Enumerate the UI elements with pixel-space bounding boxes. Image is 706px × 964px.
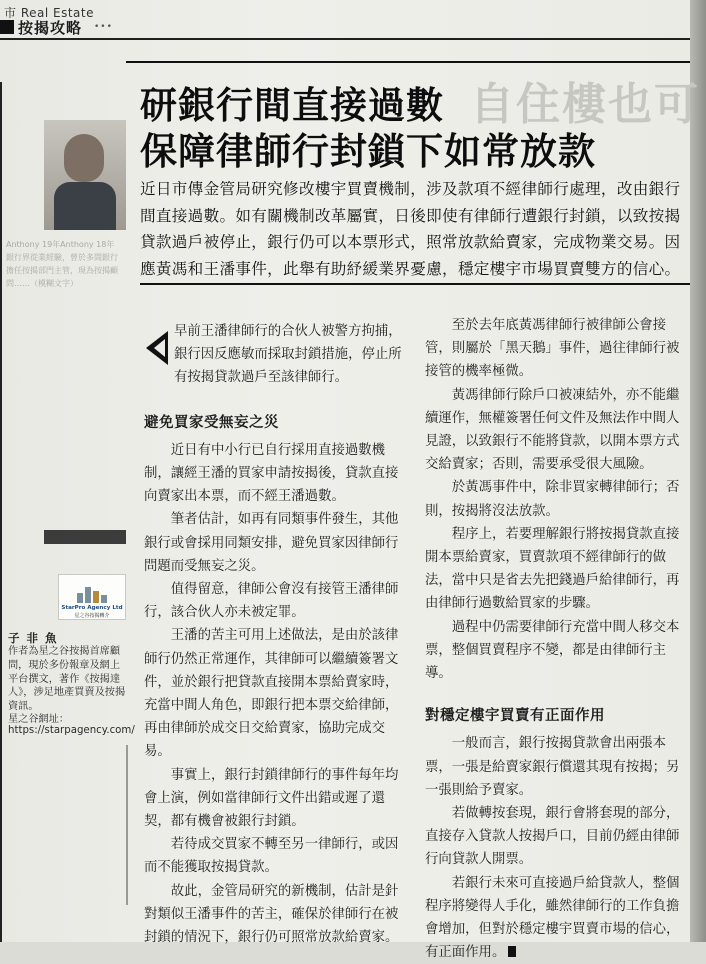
paragraph: 若做轉按套現，銀行會將套現的部分，直接存入貸款人按揭戶口，目前仍經由律師行向貸款人開票。: [425, 806, 680, 868]
paragraph: 故此，金管局研究的新機制，估計是針對類似王潘事件的苦主，確保於律師行在被封鎖的情況下，銀行仍可照常放款給賣家。: [144, 883, 399, 946]
section-bar-marker: [0, 20, 14, 34]
logo-building-icon: [85, 587, 91, 603]
article-lead: 近日市傳金管局研究修改樓宇買賣機制，涉及款項不經律師行處理，改由銀行間直接過數。如有關機制改革屬實，日後即使有律師行遭銀行封鎖，以致按揭貸款過戶被停止，銀行仍可以本票形式，照常放款給賣家，完成物業交易。因應黃馮和王潘事件，此舉有助紓緩業界憂慮，穩定樓宇市場買賣雙方的信心。: [140, 180, 681, 278]
section-title: 按揭攻略: [18, 19, 83, 37]
section-label: 市 Real Estate: [4, 6, 94, 20]
paragraph: 過程中仍需要律師行充當中間人移交本票，整個買賣程序不變，都是由律師行主導。: [425, 619, 680, 682]
subheading-1: 避免買家受無妄之災: [144, 414, 279, 431]
paragraph: 事實上，銀行封鎖律師行的事件每年均會上演，例如當律師行文件出錯或遲了還契，都有機會被銀行封鎖。: [144, 767, 399, 830]
paragraph: 筆者估計，如再有同類事件發生，其他銀行或會採用同類安排，避免買家因律師行問題而受無妄之災。: [144, 512, 399, 574]
logo-building-icon: [101, 595, 107, 603]
logo-building-icon: [77, 593, 83, 603]
intro-paragraph: 早前王潘律師行的合伙人被警方拘捕，銀行因反應敏而採取封鎖措施，停止所有按揭貸款過戶至該律師行。: [174, 324, 402, 386]
title-line-1: 研銀行間直接過數: [140, 84, 444, 127]
ghost-headline: 自住樓也可: [470, 79, 700, 130]
page-curl-shadow: [690, 0, 706, 942]
subheading-2: 對穩定樓宇買賣有正面作用: [425, 708, 605, 725]
website-link[interactable]: https://starpagency.com/: [8, 725, 135, 736]
lead-divider: [140, 283, 690, 285]
article-column-left: [144, 320, 408, 949]
website-label: 星之谷網址：: [8, 714, 70, 725]
article-title: [140, 83, 660, 175]
paragraph: 若待成交買家不轉至另一律師行，或因而不能獲取按揭貸款。: [144, 837, 399, 876]
paragraph: 一般而言，銀行按揭貸款會出兩張本票，一張是給賣家銀行償還其現有按揭；另一張則給予賣家。: [425, 736, 680, 798]
section-dots: •••: [94, 22, 113, 32]
end-mark-icon: [508, 946, 516, 957]
author-photo-body: [54, 182, 116, 230]
logo-text-zh: 星之谷按揭轉介: [74, 613, 110, 619]
paragraph: [425, 872, 691, 964]
sidebar-divider: [126, 745, 128, 905]
paragraph: 近日有中小行已自行採用直接過數機制，讓經王潘的買家申請按揭後，貸款直接向賣家出本票，而不經王潘過數。: [144, 442, 399, 505]
logo-text-en: StarPro Agency Ltd: [61, 605, 123, 611]
paragraph: 王潘的苦主可用上述做法，是由於該律師行仍然正常運作，其律師可以繼續簽署文件，並於銀行把貸款直接開本票給賣家時，充當中間人角色，即銀行把本票交給律師，再由律師於成交日交給賣家，協助完成交易。: [144, 628, 399, 760]
header-rule: [0, 38, 690, 40]
left-margin-rule: [0, 82, 2, 942]
article-column-right: [425, 314, 691, 964]
author-name: 子非魚: [8, 631, 64, 645]
paragraph: 於黃馮事件中，除非買家轉律師行；否則，按揭將沒法放款。: [425, 480, 680, 519]
paragraph: 黃馮律師行除戶口被凍結外，亦不能繼續運作，無權簽署任何文件及無法作中間人見證，以致銀行不能將貸款，以開本票方式交給賣家；否則，需要承受很大風險。: [425, 387, 680, 473]
title-line-2: 保障律師行封鎖下如常放款: [140, 130, 596, 173]
paragraph: 至於去年底黃馮律師行被律師公會接管，則屬於「黑天鵝」事件，過往律師行被接管的機率極微。: [425, 318, 680, 380]
final-paragraph-text: 若銀行未來可直接過戶給貸款人，整個程序將變得人手化，雖然律師行的工作負擔會增加，但對於穩定樓宇買賣市場的信心，有正面作用。: [425, 875, 680, 961]
title-top-rule: [126, 61, 690, 63]
logo-building-icon: [93, 591, 99, 603]
author-bio: 作者為星之谷按揭首席顧問，現於多份報章及網上平台撰文，著作《按揭達人》，涉足地產買賣及按揭資訊。: [8, 646, 126, 713]
author-photo-head: [64, 134, 104, 182]
paragraph: 程序上，若要理解銀行將按揭貸款直接開本票給賣家，買賣款項不經律師行的做法，當中只是省去先把錢過戶給律師行，再由律師行過數給買家的步驟。: [425, 526, 680, 612]
ghost-column-text: Anthony 19年Anthony 18年 銀行界從業經驗，曾於多間銀行擔任按揭部門主管，現為按揭顧問……（模糊文字）: [6, 240, 118, 288]
agency-logo: [58, 574, 126, 620]
sidebar-rule: [44, 530, 126, 544]
paragraph: 值得留意，律師公會沒有接管王潘律師行，該合伙人亦未被定罪。: [144, 582, 399, 621]
